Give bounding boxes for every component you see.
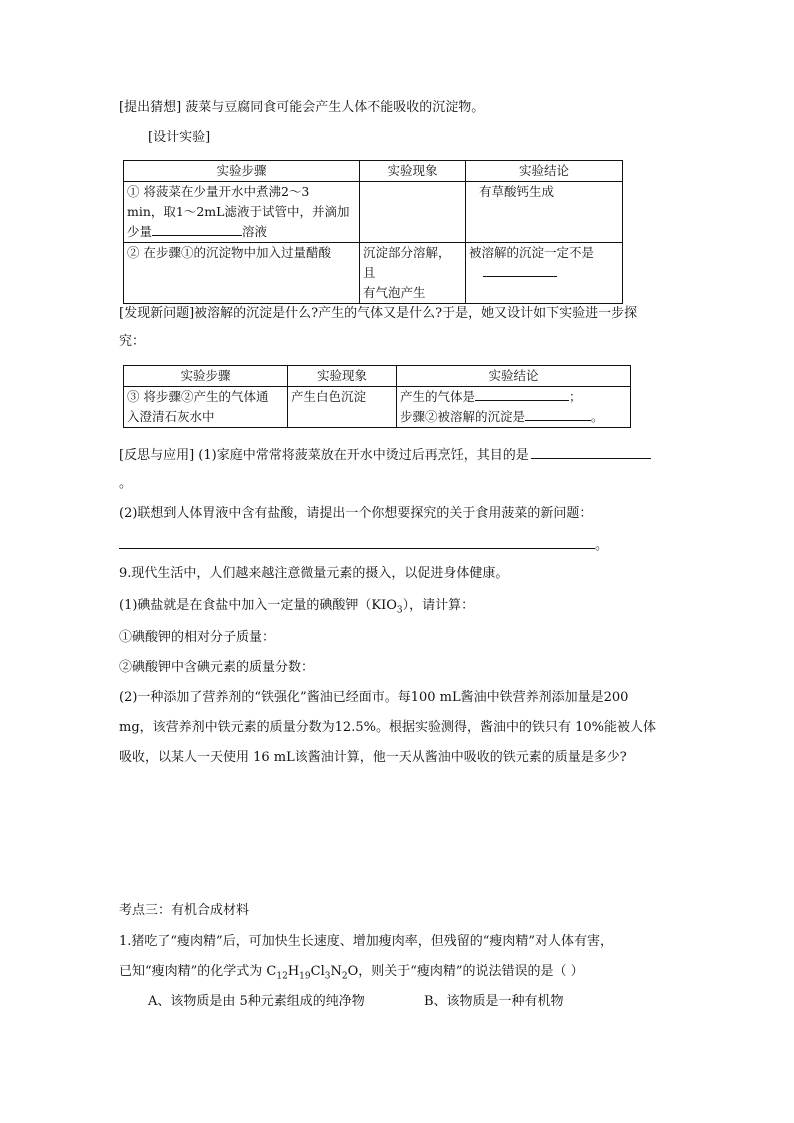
table1-row2-step: ② 在步骤①的沉淀物中加入过量醋酸 — [124, 243, 360, 304]
reflection-q1-end: 。 — [119, 476, 133, 491]
table2-header-step: 实验步骤 — [124, 366, 288, 387]
topic3-heading: 考点三：有机合成材料 — [119, 903, 250, 918]
table2-row1-phenomenon: 产生白色沉淀 — [288, 387, 397, 428]
experiment-table-2 — [123, 365, 631, 428]
answer-blank[interactable] — [483, 264, 557, 277]
table2-header-phenomenon: 实验现象 — [288, 366, 397, 387]
answer-blank[interactable] — [475, 388, 569, 401]
table1-header-step: 实验步骤 — [124, 161, 360, 182]
table2-row-1 — [124, 387, 631, 428]
answer-blank[interactable] — [531, 446, 651, 459]
q9-part1a: ①碘酸钾的相对分子质量： — [119, 630, 276, 645]
table1-row2-conclusion: 被溶解的沉淀一定不是 — [466, 243, 623, 304]
hypothesis-text: [提出猜想] 菠菜与豆腐同食可能会产生人体不能吸收的沉淀物。 — [119, 100, 485, 115]
table1-header-conclusion: 实验结论 — [466, 161, 623, 182]
table2-row1-step: ③ 将步骤②产生的气体通 入澄清石灰水中 — [124, 387, 288, 428]
new-question-line2: 究： — [119, 334, 146, 349]
table1-row2-phenomenon: 沉淀部分溶解，且 有气泡产生 — [360, 243, 466, 304]
reflection-q1: [反思与应用] (1)家庭中常常将菠菜放在开水中烫过后再烹饪，其目的是 — [119, 446, 651, 464]
option-b[interactable]: B、该物质是一种有机物 — [424, 994, 564, 1009]
table1-row1-step: ① 将菠菜在少量开水中煮沸2～3 min，取1～2mL滤液于试管中，并滴加 少量 溶液 — [124, 182, 360, 243]
reflection-q2: (2)联想到人体胃液中含有盐酸，请提出一个你想要探究的关于食用菠菜的新问题： — [119, 506, 593, 521]
table2-header-conclusion: 实验结论 — [397, 366, 631, 387]
answer-blank[interactable] — [119, 536, 595, 549]
design-heading: [设计实验] — [148, 130, 211, 145]
experiment-table-1 — [123, 160, 623, 304]
table1-row-1 — [124, 182, 623, 243]
answer-blank[interactable] — [525, 408, 591, 421]
answer-blank[interactable] — [152, 223, 242, 236]
table1-row-2 — [124, 243, 623, 304]
topic3-q1-line2: 已知“瘦肉精”的化学式为 $C_{12}H_{19}Cl_3N_2O$，则关于“瘦肉精”的说法错误的是（ ） — [119, 964, 584, 982]
table1-row1-phenomenon — [360, 182, 466, 243]
q9-title: 9.现代生活中，人们越来越注意微量元素的摄入，以促进身体健康。 — [119, 566, 509, 581]
topic3-q1-line1: 1.猪吃了“瘦肉精”后，可加快生长速度、增加瘦肉率，但残留的“瘦肉精”对人体有害， — [119, 934, 613, 949]
table1-row1-conclusion: 有草酸钙生成 — [466, 182, 623, 243]
new-question-line1: [发现新问题]被溶解的沉淀是什么?产生的气体又是什么?于是，她又设计如下实验进一步探 — [119, 306, 638, 321]
q9-part1: (1)碘盐就是在食盐中加入一定量的碘酸钾$(KIO_3)$，请计算： — [119, 598, 475, 616]
table1-header-row — [124, 161, 623, 182]
reflection-q2-answer-line: 。 — [119, 536, 608, 554]
q9-part2-line3: 吸收，以某人一天使用 16 mL该酱油计算，他一天从酱油中吸收的铁元素的质量是多少? — [119, 750, 627, 765]
table2-row1-conclusion: 产生的气体是 ； 步骤②被溶解的沉淀是 。 — [397, 387, 631, 428]
q9-part2-line2: mg，该营养剂中铁元素的质量分数为12.5%。根据实验测得，酱油中的铁只有 10%能被人体 — [119, 720, 656, 735]
table1-header-phenomenon: 实验现象 — [360, 161, 466, 182]
option-a[interactable]: A、该物质是由 5种元素组成的纯净物 — [148, 994, 365, 1009]
q9-part2-line1: (2)一种添加了营养剂的“铁强化”酱油已经面市。每100 mL酱油中铁营养剂添加量是200 — [119, 690, 629, 705]
table2-header-row — [124, 366, 631, 387]
q9-part1b: ②碘酸钾中含碘元素的质量分数： — [119, 660, 315, 675]
